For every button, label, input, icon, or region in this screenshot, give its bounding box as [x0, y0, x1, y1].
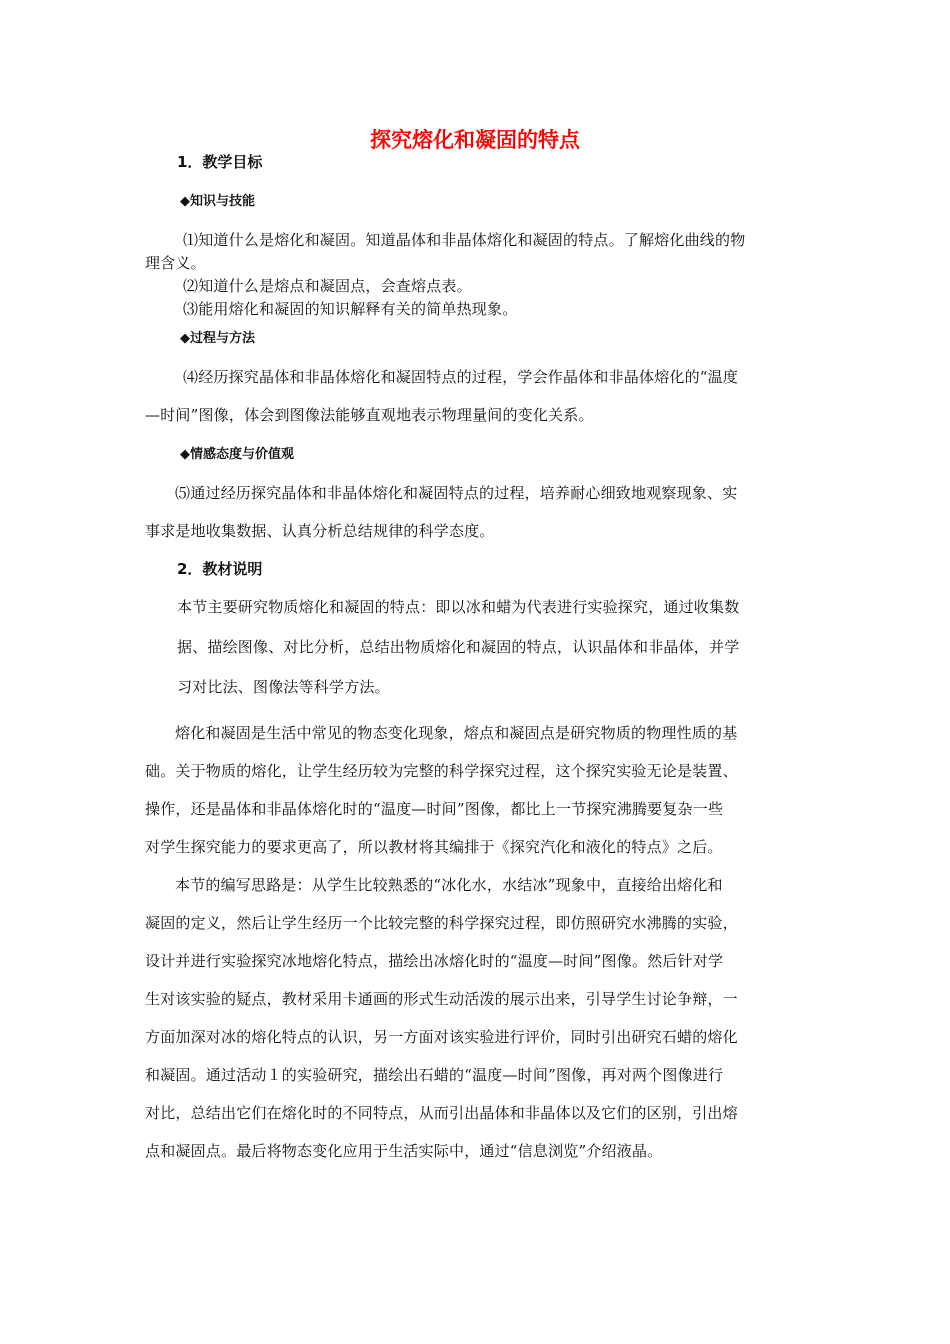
- paragraph-line: 和凝固。通过活动１的实验研究，描绘出石蜡的“温度—时间”图像，再对两个图像进行: [145, 1066, 724, 1084]
- paragraph-line: 生对该实验的疑点，教材采用卡通画的形式生动活泼的展示出来，引导学生讨论争辩，一: [145, 990, 738, 1008]
- paragraph-line: 理含义。: [145, 254, 206, 272]
- subheading-attitudes-values: ◆情感态度与价值观: [180, 447, 294, 462]
- subheading-process-methods: ◆过程与方法: [180, 331, 255, 346]
- paragraph-line: 点和凝固点。最后将物态变化应用于生活实际中，通过“信息浏览”介绍液晶。: [145, 1142, 663, 1160]
- paragraph-line: 设计并进行实验探究冰地熔化特点，描绘出冰熔化时的“温度—时间”图像。然后针对学: [145, 952, 724, 970]
- paragraph-line: 熔化和凝固是生活中常见的物态变化现象，熔点和凝固点是研究物质的物理性质的基: [175, 724, 738, 742]
- paragraph-line: 习对比法、图像法等科学方法。: [177, 678, 390, 696]
- section-heading-objectives: 1．教学目标: [177, 153, 263, 171]
- paragraph-line: 方面加深对冰的熔化特点的认识，另一方面对该实验进行评价，同时引出研究石蜡的熔化: [145, 1028, 738, 1046]
- paragraph-line: ⑸通过经历探究晶体和非晶体熔化和凝固特点的过程，培养耐心细致地观察现象、实: [175, 484, 738, 502]
- paragraph-line: ⑶能用熔化和凝固的知识解释有关的简单热现象。: [183, 300, 518, 318]
- paragraph-line: 对学生探究能力的要求更高了，所以教材将其编排于《探究汽化和液化的特点》之后。: [145, 838, 723, 856]
- paragraph-line: 础。关于物质的熔化，让学生经历较为完整的科学探究过程，这个探究实验无论是装置、: [145, 762, 738, 780]
- paragraph-line: ⑷经历探究晶体和非晶体熔化和凝固特点的过程，学会作晶体和非晶体熔化的“温度: [183, 368, 739, 386]
- document-title: 探究熔化和凝固的特点: [370, 128, 580, 152]
- paragraph-line: 本节主要研究物质熔化和凝固的特点：即以冰和蜡为代表进行实验探究，通过收集数: [177, 598, 740, 616]
- paragraph-line: ⑵知道什么是熔点和凝固点，会查熔点表。: [183, 277, 472, 295]
- paragraph-line: 凝固的定义，然后让学生经历一个比较完整的科学探究过程，即仿照研究水沸腾的实验，: [145, 914, 738, 932]
- paragraph-line: 事求是地收集数据、认真分析总结规律的科学态度。: [145, 522, 495, 540]
- section-heading-materials: 2．教材说明: [177, 560, 263, 578]
- paragraph-line: 据、描绘图像、对比分析，总结出物质熔化和凝固的特点，认识晶体和非晶体，并学: [177, 638, 740, 656]
- paragraph-line: ⑴知道什么是熔化和凝固。知道晶体和非晶体熔化和凝固的特点。了解熔化曲线的物: [183, 231, 746, 249]
- paragraph-line: 操作，还是晶体和非晶体熔化时的“温度—时间”图像，都比上一节探究沸腾要复杂一些: [145, 800, 724, 818]
- paragraph-line: 对比，总结出它们在熔化时的不同特点，从而引出晶体和非晶体以及它们的区别，引出熔: [145, 1104, 738, 1122]
- subheading-knowledge-skills: ◆知识与技能: [180, 194, 255, 209]
- paragraph-line: 本节的编写思路是：从学生比较熟悉的“冰化水，水结冰”现象中，直接给出熔化和: [175, 876, 723, 894]
- paragraph-line: —时间”图像，体会到图像法能够直观地表示物理量间的变化关系。: [145, 406, 594, 424]
